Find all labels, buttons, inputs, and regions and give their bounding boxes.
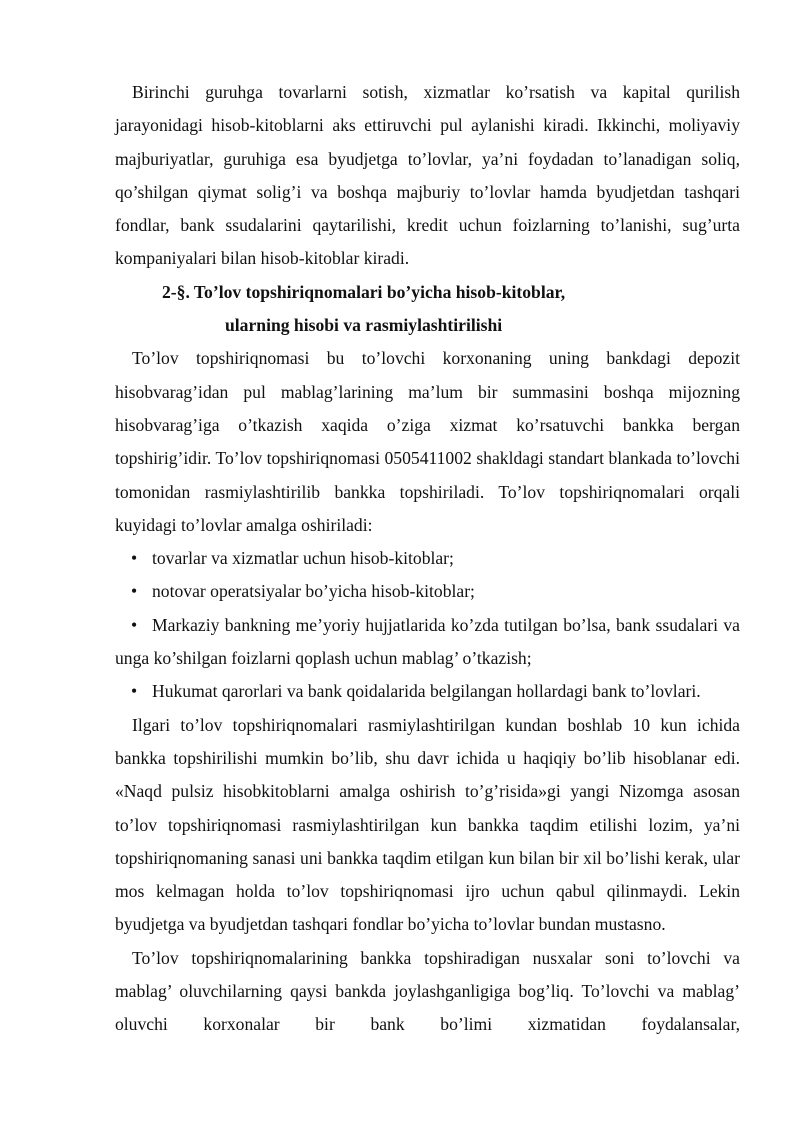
list-item-text: Hukumat qarorlari va bank qoidalarida belgilangan hollardagi bank to’lovlari.	[152, 681, 701, 702]
paragraph-groups: Birinchi guruhga tovarlarni sotish, xizmatlar ko’rsatish va kapital qurilish jarayonidagi hisob-kitoblarni aks ettiruvchi pul aylanishi kiradi. Ikkinchi, moliyaviy majburiyatlar, guruhiga esa byudjetga to’lovlar, ya’ni foydadan to’lanadigan soliq, qo’shilgan qiymat solig’i va boshqa majburiy to’lovlar hamda byudjetdan tashqari fondlar, bank ssudalarini qaytarilishi, kredit uchun foizlarning to’lanishi, sug’urta kompaniyalari bilan hisob-kitoblar kiradi.	[115, 82, 740, 269]
list-item	[115, 609, 740, 676]
list-item	[115, 575, 740, 608]
payments-list	[115, 542, 740, 708]
bullet-icon: •	[131, 614, 138, 635]
list-item-text: tovarlar va xizmatlar uchun hisob-kitoblar;	[152, 548, 454, 569]
section-heading-line-2: ularning hisobi va rasmiylashtirilishi	[225, 315, 503, 336]
section-heading	[115, 276, 740, 343]
section-heading-line-1: 2-§. To’lov topshiriqnomalari bo’yicha hisob-kitoblar,	[162, 281, 566, 302]
paragraph-deadline: Ilgari to’lov topshiriqnomalari rasmiylashtirilgan kundan boshlab 10 kun ichida bankka topshirilishi mumkin bo’lib, shu davr ichida u haqiqiy bo’lib hisoblanar edi. «Naqd pulsiz hisobkitoblarni amalga oshirish to’g’risida»gi yangi Nizomga asosan to’lov topshiriqnomasi rasmiylashtirilgan kun bankka taqdim etilishi lozim, ya’ni topshiriqnomaning sanasi uni bankka taqdim etilgan kun bilan bir xil bo’lishi kerak, ular mos kelmagan holda to’lov topshiriqnomasi ijro uchun qabul qilinmaydi. Lekin byudjetga va byudjetdan tashqari fondlar bo’yicha to’lovlar bundan mustasno.	[115, 714, 740, 935]
list-item	[115, 675, 740, 708]
bullet-icon: •	[131, 581, 138, 602]
list-item-text: notovar operatsiyalar bo’yicha hisob-kitoblar;	[152, 581, 475, 602]
paragraph-definition: To’lov topshiriqnomasi bu to’lovchi korxonaning uning bankdagi depozit hisobvarag’idan pul mablag’larining ma’lum bir summasini boshqa mijozning hisobvarag’iga o’tkazish xaqida o’ziga xizmat ko’rsatuvchi bankka bergan topshirig’idir. To’lov topshiriqnomasi 0505411002 shakldagi standart blankada to’lovchi tomonidan rasmiylashtirilib bankka topshiriladi. To’lov topshiriqnomalari orqali kuyidagi to’lovlar amalga oshiriladi:	[115, 348, 740, 535]
paragraph-copies: To’lov topshiriqnomalarining bankka topshiradigan nusxalar soni to’lovchi va mablag’ oluvchilarning qaysi bankda joylashganligiga bog’liq. To’lovchi va mablag’ oluvchi korxonalar bir bank bo’limi xizmatidan foydalansalar,	[115, 947, 740, 1035]
list-item	[115, 542, 740, 575]
list-item-text: Markaziy bankning me’yoriy hujjatlarida ko’zda tutilgan bo’lsa, bank ssudalari va unga ko’shilgan foizlarni qoplash uchun mablag’ o’tkazish;	[115, 614, 740, 669]
bullet-icon: •	[131, 548, 138, 569]
bullet-icon: •	[131, 681, 138, 702]
